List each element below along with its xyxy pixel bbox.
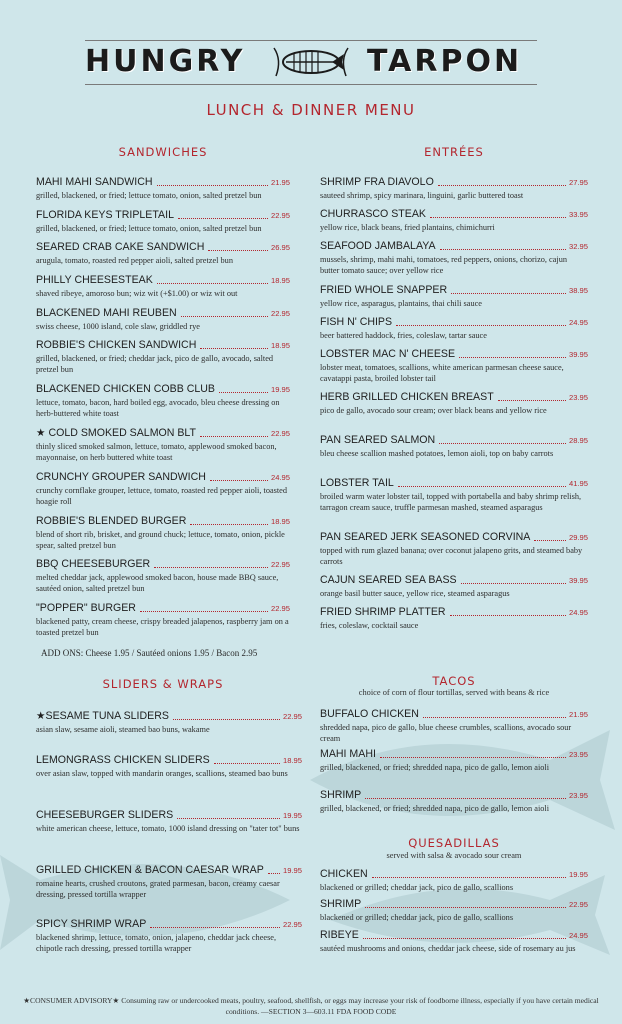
menu-item: [36, 274, 290, 299]
menu-item-description: orange basil butter sauce, yellow rice, steamed asparagus: [320, 589, 510, 598]
menu-item-header: [320, 176, 588, 189]
section-title-quesadillas: QUESADILLAS: [408, 836, 500, 850]
menu-item-header: [36, 602, 290, 615]
menu-item-header: [36, 918, 302, 931]
menu-item-description: blackened or grilled; cheddar jack, pico de gallo, scallions: [320, 913, 514, 922]
dot-leader: [208, 250, 268, 251]
menu-item-price: 23.95: [568, 791, 588, 800]
menu-item-header: [36, 274, 290, 287]
menu-item: [320, 868, 588, 893]
menu-item-description: thinly sliced smoked salmon, lettuce, tomato, applewood smoked bacon, mayonnaise, on herb buttered white toast: [36, 442, 277, 462]
menu-item: [320, 391, 588, 416]
menu-item-price: 22.95: [270, 309, 290, 318]
dot-leader: [157, 283, 268, 284]
dot-leader: [380, 757, 566, 758]
menu-item-header: [320, 316, 588, 329]
section-note-tacos: choice of corn of flour tortillas, served with beans & rice: [358, 688, 550, 697]
menu-item-name: BUFFALO CHICKEN: [320, 708, 419, 720]
dot-leader: [423, 717, 566, 718]
menu-item: [36, 307, 290, 332]
menu-item-price: 19.95: [270, 385, 290, 394]
menu-item-description: over asian slaw, topped with mandarin oranges, scallions, steamed bao buns: [36, 769, 288, 778]
menu-item: [320, 898, 588, 923]
menu-item-price: 22.95: [270, 604, 290, 613]
menu-item-name: PAN SEARED SALMON: [320, 434, 436, 446]
menu-item-description: beer battered haddock, fries, coleslaw, tartar sauce: [320, 331, 487, 340]
menu-item-price: 24.95: [568, 318, 588, 327]
menu-item-header: [320, 434, 588, 447]
menu-item-header: [36, 515, 290, 528]
menu-item-name: CAJUN SEARED SEA BASS: [320, 574, 457, 586]
menu-item-description: broiled warm water lobster tail, topped with portabella and baby shrimp relish, tarragon cream sauce, truffle parmesan mashed, steamed asparagus: [320, 492, 582, 512]
menu-item-name: ROBBIE'S BLENDED BURGER: [36, 515, 187, 527]
menu-item-name: RIBEYE: [320, 929, 359, 941]
menu-item: [320, 240, 588, 276]
menu-item-header: [36, 241, 290, 254]
menu-item-description: bleu cheese scallion mashed potatoes, lemon aioli, top on baby carrots: [320, 449, 554, 458]
menu-item: [36, 176, 290, 201]
menu-item-price: 27.95: [568, 178, 588, 187]
dot-leader: [396, 325, 566, 326]
menu-item-header: [320, 531, 588, 544]
menu-item-header: [320, 789, 588, 802]
menu-item: [36, 754, 302, 779]
menu-item: [36, 710, 302, 735]
menu-item: [36, 471, 290, 507]
menu-item-price: 39.95: [568, 576, 588, 585]
menu-item-description: grilled, blackened, or fried; lettuce tomato, onion, salted pretzel bun: [36, 191, 262, 200]
menu-item: [320, 531, 588, 567]
menu-item-name: GRILLED CHICKEN & BACON CAESAR WRAP: [36, 864, 264, 876]
menu-item-header: [36, 864, 302, 877]
menu-item-description: sauteed shrimp, spicy marinara, linguini, garlic buttered toast: [320, 191, 524, 200]
menu-item: [36, 602, 290, 638]
dot-leader: [219, 392, 268, 393]
menu-item-price: 21.95: [568, 710, 588, 719]
menu-item-name: BLACKENED CHICKEN COBB CLUB: [36, 383, 215, 395]
dot-leader: [461, 583, 566, 584]
menu-item-price: 21.95: [270, 178, 290, 187]
menu-item-name: LEMONGRASS CHICKEN SLIDERS: [36, 754, 210, 766]
menu-item-price: 22.95: [270, 560, 290, 569]
menu-item: [320, 789, 588, 814]
menu-item-price: 19.95: [282, 811, 302, 820]
menu-item: [320, 606, 588, 631]
dot-leader: [150, 927, 280, 928]
menu-item-description: grilled, blackened, or fried; lettuce tomato, onion, salted pretzel bun: [36, 224, 262, 233]
menu-item-name: FRIED SHRIMP PLATTER: [320, 606, 446, 618]
menu-item-name: MAHI MAHI: [320, 748, 376, 760]
menu-item-description: crunchy cornflake grouper, lettuce, tomato, roasted red pepper aioli, toasted hoagie roll: [36, 486, 288, 506]
menu-item-name: SHRIMP: [320, 789, 362, 801]
menu-item-header: [320, 284, 588, 297]
menu-item-name: MAHI MAHI SANDWICH: [36, 176, 153, 188]
dot-leader: [200, 348, 268, 349]
menu-item: [320, 316, 588, 341]
tarpon-skeleton-logo-icon: [272, 40, 350, 84]
brand-name-left: HUNGRY: [85, 44, 246, 79]
menu-item: [320, 176, 588, 201]
dot-leader: [372, 877, 566, 878]
dot-leader: [140, 611, 268, 612]
dot-leader: [451, 293, 566, 294]
menu-item-description: blackened or grilled; cheddar jack, pico de gallo, scallions: [320, 883, 514, 892]
menu-item: [36, 427, 290, 463]
menu-item-description: blackened shrimp, lettuce, tomato, onion, jalapeno, cheddar jack cheese, chipotle rach dressing, pressed tortilla wrapper: [36, 933, 277, 953]
dot-leader: [365, 907, 566, 908]
menu-item-description: asian slaw, sesame aioli, steamed bao buns, wakame: [36, 725, 210, 734]
dot-leader: [439, 443, 566, 444]
menu-item-description: yellow rice, black beans, fried plantains, chimichurri: [320, 223, 495, 232]
menu-item-price: 32.95: [568, 242, 588, 251]
menu-item-name: BLACKENED MAHI REUBEN: [36, 307, 177, 319]
menu-item-name: FISH N' CHIPS: [320, 316, 393, 328]
menu-item-header: [36, 383, 290, 396]
section-title-entrees: ENTRÉES: [424, 145, 484, 159]
menu-item: [36, 339, 290, 375]
menu-item-price: 24.95: [270, 473, 290, 482]
menu-item-price: 18.95: [270, 341, 290, 350]
menu-item-header: [320, 606, 588, 619]
menu-item-description: white american cheese, lettuce, tomato, 1000 island dressing on "tater tot" buns: [36, 824, 300, 833]
menu-item: [320, 348, 588, 384]
menu-item-description: blackened patty, cream cheese, crispy breaded jalapenos, raspberry jam on a toasted pretzel bun: [36, 617, 289, 637]
menu-item: [36, 383, 290, 419]
menu-item: [36, 209, 290, 234]
menu-item-header: [36, 471, 290, 484]
menu-item-price: 22.95: [282, 712, 302, 721]
menu-item-header: [36, 427, 290, 440]
menu-item-header: [320, 348, 588, 361]
menu-item-price: 19.95: [568, 870, 588, 879]
menu-item-description: pico de gallo, avocado sour cream; over black beans and yellow rice: [320, 406, 547, 415]
menu-item-name: PAN SEARED JERK SEASONED CORVINA: [320, 531, 531, 543]
menu-item-header: [36, 176, 290, 189]
menu-item-header: [320, 208, 588, 221]
section-note-quesadillas: served with salsa & avocado sour cream: [386, 851, 522, 860]
dot-leader: [178, 218, 268, 219]
menu-item-header: [320, 929, 588, 942]
menu-item-price: 24.95: [568, 608, 588, 617]
menu-item-price: 22.95: [270, 211, 290, 220]
dot-leader: [534, 540, 566, 541]
dot-leader: [214, 763, 280, 764]
dot-leader: [438, 185, 566, 186]
menu-item-price: 18.95: [270, 517, 290, 526]
dot-leader: [268, 873, 280, 874]
menu-item: [320, 284, 588, 309]
menu-item-header: [320, 391, 588, 404]
menu-item: [320, 208, 588, 233]
section-title-sandwiches: SANDWICHES: [118, 145, 208, 159]
dot-leader: [154, 567, 268, 568]
dot-leader: [459, 357, 566, 358]
menu-item-header: [320, 574, 588, 587]
menu-item-name: CHICKEN: [320, 868, 368, 880]
menu-item-description: lobster meat, tomatoes, scallions, white american parmesan cheese sauce, cavatappi pasta, broiled lobster tail: [320, 363, 564, 383]
menu-item-description: grilled, blackened, or fried; shredded napa, pico de gallo, lemon aioli: [320, 804, 550, 813]
menu-item-price: 19.95: [282, 866, 302, 875]
menu-item: [320, 574, 588, 599]
menu-item-description: grilled, blackened, or fried; cheddar jack, pico de gallo, avocado, salted pretzel bun: [36, 354, 274, 374]
consumer-advisory: ★CONSUMER ADVISORY★ Consuming raw or undercooked meats, poultry, seafood, shellfish, or eggs may increase your risk of foodborne illness, especially if you have certain medical conditions. —SECTION 3—603.11 FDA FOOD CODE: [23, 996, 599, 1016]
menu-item-price: 23.95: [568, 750, 588, 759]
menu-item-price: 22.95: [282, 920, 302, 929]
dot-leader: [365, 798, 566, 799]
menu-item-header: [36, 307, 290, 320]
menu-item: [36, 558, 290, 594]
menu-item-description: yellow rice, asparagus, plantains, thai chili sauce: [320, 299, 482, 308]
menu-item-price: 39.95: [568, 350, 588, 359]
menu-item-name: ★SESAME TUNA SLIDERS: [36, 710, 169, 722]
dot-leader: [200, 436, 268, 437]
menu-item: [320, 748, 588, 773]
section-title-tacos: TACOS: [432, 674, 476, 688]
menu-item-price: 18.95: [270, 276, 290, 285]
menu-item-price: 18.95: [282, 756, 302, 765]
menu-item: [320, 434, 588, 459]
menu-item-name: ROBBIE'S CHICKEN SANDWICH: [36, 339, 197, 351]
dot-leader: [450, 615, 566, 616]
menu-item-name: PHILLY CHEESESTEAK: [36, 274, 153, 286]
menu-item-description: topped with rum glazed banana; over coconut jalapeno grits, and steamed baby carrots: [320, 546, 583, 566]
menu-item-price: 23.95: [568, 393, 588, 402]
menu-item-description: lettuce, tomato, bacon, hard boiled egg, avocado, bleu cheese dressing on herb-buttered white toast: [36, 398, 280, 418]
menu-item-header: [36, 754, 302, 767]
menu-item-name: FRIED WHOLE SNAPPER: [320, 284, 448, 296]
dot-leader: [181, 316, 268, 317]
menu-item-header: [36, 809, 302, 822]
menu-item-name: "POPPER" BURGER: [36, 602, 136, 614]
menu-item-name: LOBSTER TAIL: [320, 477, 394, 489]
menu-item-description: fries, coleslaw, cocktail sauce: [320, 621, 419, 630]
dot-leader: [498, 400, 566, 401]
menu-item-name: CHEESEBURGER SLIDERS: [36, 809, 174, 821]
menu-item-header: [320, 898, 588, 911]
menu-item-price: 38.95: [568, 286, 588, 295]
menu-item-header: [320, 708, 588, 721]
menu-item-header: [36, 710, 302, 723]
menu-item-price: 41.95: [568, 479, 588, 488]
menu-item-description: shredded napa, pico de gallo, blue cheese crumbles, scallions, avocado sour cream: [320, 723, 572, 743]
menu-item-price: 24.95: [568, 931, 588, 940]
menu-subtitle: LUNCH & DINNER MENU: [206, 101, 416, 119]
menu-item-price: 33.95: [568, 210, 588, 219]
menu-item-price: 26.95: [270, 243, 290, 252]
menu-item-header: [36, 339, 290, 352]
menu-item-name: FLORIDA KEYS TRIPLETAIL: [36, 209, 174, 221]
dot-leader: [363, 938, 566, 939]
menu-item-description: melted cheddar jack, applewood smoked bacon, house made BBQ sauce, sautéed onion, salted pretzel bun: [36, 573, 279, 593]
menu-item: [36, 918, 302, 954]
dot-leader: [430, 217, 566, 218]
dot-leader: [177, 818, 280, 819]
menu-item-name: SEARED CRAB CAKE SANDWICH: [36, 241, 205, 253]
dot-leader: [210, 480, 268, 481]
menu-item-header: [320, 240, 588, 253]
dot-leader: [173, 719, 280, 720]
menu-item-header: [320, 477, 588, 490]
menu-item-description: grilled, blackened, or fried; shredded napa, pico de gallo, lemon aioli: [320, 763, 550, 772]
menu-item-header: [36, 209, 290, 222]
menu-item-price: 28.95: [568, 436, 588, 445]
menu-item: [36, 515, 290, 551]
dot-leader: [398, 486, 566, 487]
menu-item-description: arugula, tomato, roasted red pepper aioli, salted pretzel bun: [36, 256, 233, 265]
menu-item-name: ★ COLD SMOKED SALMON BLT: [36, 427, 196, 439]
menu-item-price: 22.95: [568, 900, 588, 909]
menu-item-description: mussels, shrimp, mahi mahi, tomatoes, red peppers, onions, chorizo, cajun butter tomato sauce; over yellow rice: [320, 255, 568, 275]
menu-item-description: sautéed mushrooms and onions, cheddar jack cheese, side of rosemary au jus: [320, 944, 576, 953]
menu-item-name: CRUNCHY GROUPER SANDWICH: [36, 471, 206, 483]
section-title-sliders: SLIDERS & WRAPS: [102, 677, 224, 691]
menu-item: [320, 477, 588, 513]
menu-item-description: romaine hearts, crushed croutons, grated parmesan, bacon, creamy caesar dressing, pressed tortilla wrapper: [36, 879, 280, 899]
menu-item-header: [36, 558, 290, 571]
menu-item-header: [320, 868, 588, 881]
dot-leader: [157, 185, 268, 186]
menu-item-name: BBQ CHEESEBURGER: [36, 558, 151, 570]
dot-leader: [440, 249, 566, 250]
menu-item-name: SHRIMP FRA DIAVOLO: [320, 176, 434, 188]
menu-item: [36, 864, 302, 900]
brand-name-right: TARPON: [367, 44, 523, 79]
menu-item-price: 22.95: [270, 429, 290, 438]
menu-item-name: SEAFOOD JAMBALAYA: [320, 240, 436, 252]
menu-item-description: blend of short rib, brisket, and ground chuck; lettuce, tomato, onion, pickle spear, salted pretzel bun: [36, 530, 285, 550]
menu-item-price: 29.95: [568, 533, 588, 542]
header-rule-bottom: [85, 84, 537, 85]
menu-item-description: shaved ribeye, amoroso bun; wiz wit (+$1.00) or wiz wit out: [36, 289, 238, 298]
menu-item-name: LOBSTER MAC N' CHEESE: [320, 348, 456, 360]
menu-item-name: HERB GRILLED CHICKEN BREAST: [320, 391, 494, 403]
menu-item: [320, 708, 588, 744]
menu-item: [320, 929, 588, 954]
menu-item-name: SHRIMP: [320, 898, 362, 910]
menu-item-description: swiss cheese, 1000 island, cole slaw, griddled rye: [36, 322, 200, 331]
menu-item-header: [320, 748, 588, 761]
menu-item: [36, 809, 302, 834]
menu-item: [36, 241, 290, 266]
menu-item-name: CHURRASCO STEAK: [320, 208, 426, 220]
add-ons-line: ADD ONS: Cheese 1.95 / Sautéed onions 1.95 / Bacon 2.95: [41, 648, 258, 658]
dot-leader: [190, 524, 268, 525]
menu-item-name: SPICY SHRIMP WRAP: [36, 918, 147, 930]
